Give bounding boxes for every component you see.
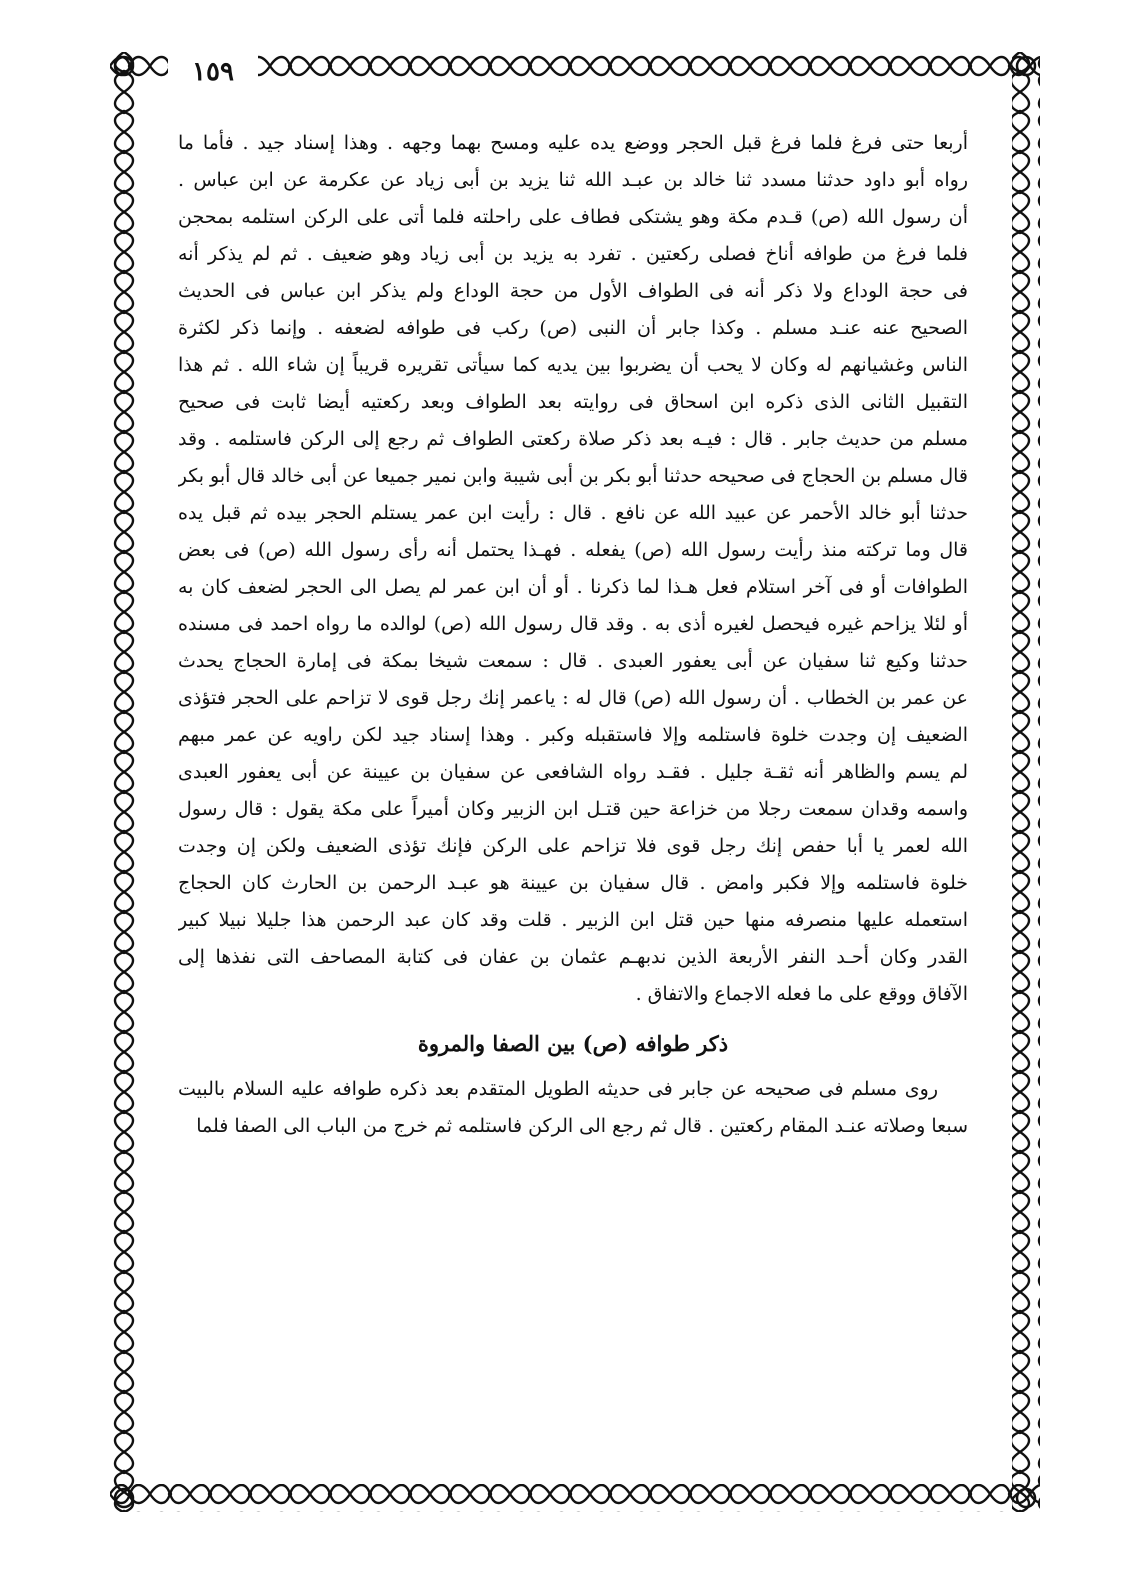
text-line: فى حجة الوداع ولا ذكر أنه فى الطواف الأول من حجة الوداع ولم يذكر ابن عباس فى الحديث <box>178 280 968 302</box>
text-line: واسمه وقدان سمعت رجلا من خزاعة حين قتـل ابن الزبير وكان أميراً على مكة يقول : قال رسول <box>178 798 968 820</box>
text-line: الطوافات أو فى آخر استلام فعل هـذا لما ذكرنا . أو أن ابن عمر لم يصل الى الحجر لضعف كان به <box>178 576 968 598</box>
text-line: روى مسلم فى صحيحه عن جابر فى حديثه الطويل المتقدم بعد ذكره طوافه عليه السلام بالبيت <box>178 1078 938 1100</box>
text-line: الآفاق ووقع على ما فعله الاجماع والاتفاق . <box>635 983 968 1005</box>
text-line: القدر وكان أحـد النفر الأربعة الذين ندبهـم عثمان بن عفان فى كتابة المصاحف التى نفذها إلى <box>178 946 968 968</box>
text-line: التقبيل الثانى الذى ذكره ابن اسحاق فى روايته بعد الطواف وبعد ركعتيه أيضا ثابت فى صحيح <box>178 391 968 413</box>
section-heading: ذكر طوافه (ص) بين الصفا والمروة <box>417 1031 729 1056</box>
text-line: فلما فرغ من طوافه أناخ فصلى ركعتين . تفرد به يزيد بن أبى زياد وهو ضعيف . ثم لم يذكر أنه <box>178 243 968 265</box>
text-line: قال وما تركته منذ رأيت رسول الله (ص) يفعله . فهـذا يحتمل أنه رأى رسول الله (ص) فى بعض <box>178 539 968 561</box>
text-line: لم يسم والظاهر أنه ثقـة جليل . فقـد رواه الشافعى عن سفيان بن عيينة عن أبى يعفور العبدى <box>178 761 968 783</box>
text-line: قال مسلم بن الحجاج فى صحيحه حدثنا أبو بكر بن أبى شيبة وابن نمير جميعا عن أبى خالد قال أبو بكر <box>178 465 968 487</box>
page-body <box>178 125 968 1145</box>
text-line: خلوة فاستلمه وإلا فكبر وامض . قال سفيان بن عيينة هو عبـد الرحمن بن الحارث كان الحجاج <box>178 872 968 894</box>
text-line: مسلم من حديث جابر . قال : فيـه بعد ذكر صلاة ركعتى الطواف ثم رجع إلى الركن فاستلمه . وقد <box>178 428 968 450</box>
paragraph-main <box>178 125 968 1013</box>
text-line: الضعيف إن وجدت خلوة فاستلمه وإلا فاستقبله وكبر . وهذا إسناد جيد لكن راويه عن عمر مبهم <box>178 724 968 746</box>
text-line: عن عمر بن الخطاب . أن رسول الله (ص) قال له : ياعمر إنك رجل قوى لا تزاحم على الحجر فتؤذى <box>178 687 968 709</box>
text-line: الصحيح عنه عنـد مسلم . وكذا جابر أن النبى (ص) ركب فى طوافه لضعفه . وإنما ذكر لكثرة <box>178 317 968 339</box>
paragraph-next <box>178 1071 968 1145</box>
text-line: حدثنا أبو خالد الأحمر عن عبيد الله عن نافع . قال : رأيت ابن عمر يستلم الحجر بيده ثم قبل يده <box>178 502 968 524</box>
text-line: سبعا وصلاته عنـد المقام ركعتين . قال ثم رجع الى الركن فاستلمه ثم خرج من الباب الى الصفا فلما <box>196 1115 968 1137</box>
text-line: أو لئلا يزاحم غيره فيحصل لغيره أذى به . وقد قال رسول الله (ص) لوالده ما رواه احمد فى مسنده <box>178 613 968 635</box>
page-number: ١٥٩ <box>168 54 258 90</box>
text-line: رواه أبو داود حدثنا مسدد ثنا خالد بن عبـد الله ثنا يزيد بن أبى زياد عن عكرمة عن ابن عباس . <box>178 169 968 191</box>
text-line: أربعا حتى فرغ فلما فرغ قبل الحجر ووضع يده عليه ومسح بهما وجهه . وهذا إسناد جيد . فأما ما <box>178 132 968 154</box>
text-line: أن رسول الله (ص) قـدم مكة وهو يشتكى فطاف على راحلته فلما أتى على الركن استلمه بمحجن <box>178 206 968 228</box>
text-line: حدثنا وكيع ثنا سفيان عن أبى يعفور العبدى . قال : سمعت شيخا بمكة فى إمارة الحجاج يحدث <box>178 650 968 672</box>
text-line: استعمله عليها منصرفه منها حين قتل ابن الزبير . قلت وقد كان عبد الرحمن هذا جليلا نبيلا كبير <box>178 909 968 931</box>
text-line: الناس وغشيانهم له وكان لا يحب أن يضربوا بين يديه كما سيأتى تقريره قريباً إن شاء الله . ثم هذا <box>178 354 968 376</box>
text-line: الله لعمر يا أبا حفص إنك رجل قوى فلا تزاحم على الركن فإنك تؤذى الضعيف ولكن إن وجدت <box>178 835 968 857</box>
